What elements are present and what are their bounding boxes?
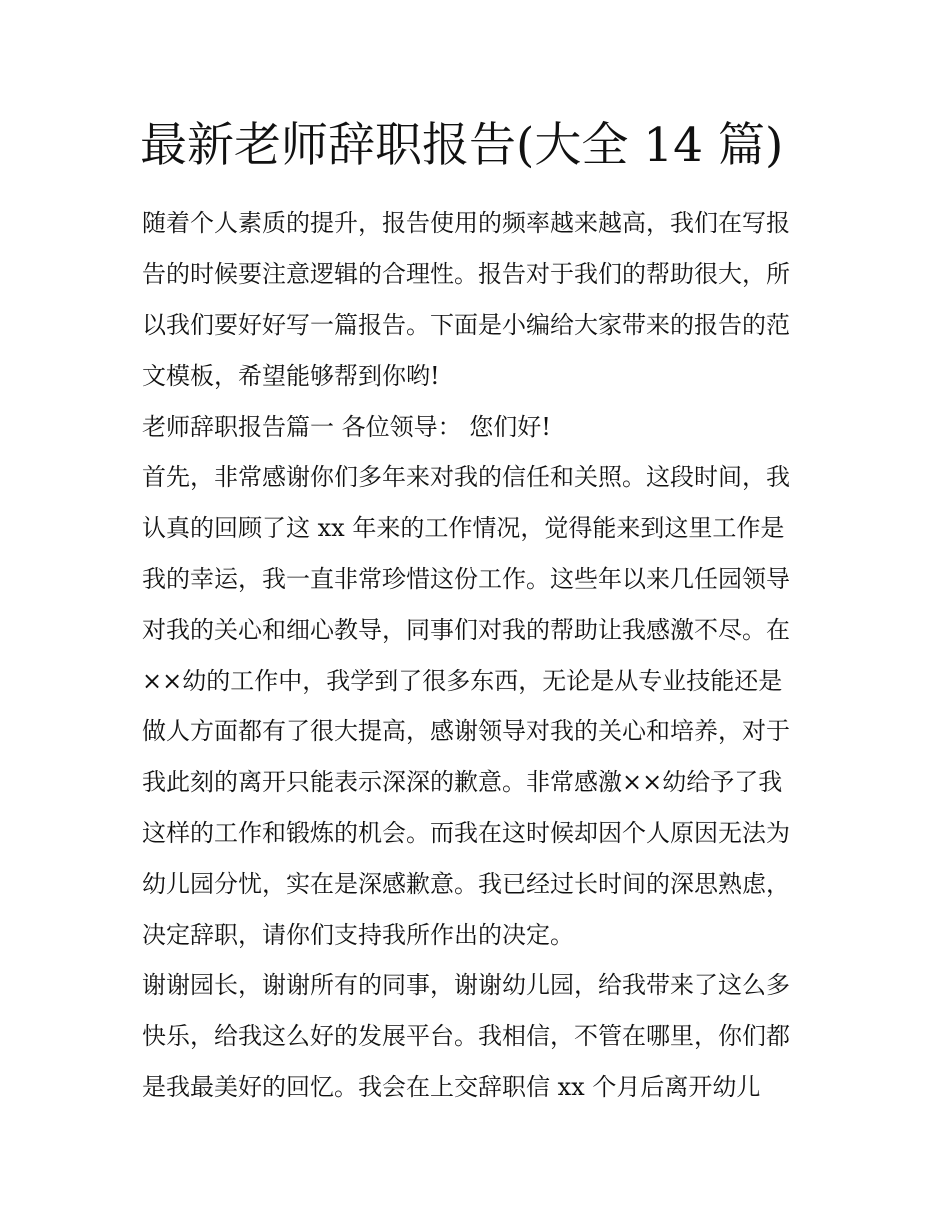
document-title: 最新老师辞职报告(大全 14 篇) [140,118,784,173]
text-line-8: 我的幸运，我一直非常珍惜这份工作。这些年以来几任园领导 [142,565,790,593]
text-line-17: 快乐，给我这么好的发展平台。我相信，不管在哪里，你们都 [142,1022,790,1050]
text-line-18: 是我最美好的回忆。我会在上交辞职信 xx 个月后离开幼儿 [142,1073,761,1101]
text-line-15: 决定辞职，请你们支持我所作出的决定。 [142,921,574,949]
text-line-13: 这样的工作和锻炼的机会。而我在这时候却因个人原因无法为 [142,819,790,847]
text-line-12: 我此刻的离开只能表示深深的歉意。非常感激××幼给予了我 [142,768,783,796]
text-line-7: 认真的回顾了这 xx 年来的工作情况，觉得能来到这里工作是 [142,514,785,542]
text-line-14: 幼儿园分忧，实在是深感歉意。我已经过长时间的深思熟虑， [142,870,790,898]
text-line-9: 对我的关心和细心教导，同事们对我的帮助让我感激不尽。在 [142,616,790,644]
text-line-3: 以我们要好好写一篇报告。下面是小编给大家带来的报告的范 [142,311,790,339]
text-line-4: 文模板，希望能够帮到你哟! [142,362,440,390]
text-line-5: 老师辞职报告篇一 各位领导： 您们好! [142,413,551,441]
text-line-11: 做人方面都有了很大提高，感谢领导对我的关心和培养，对于 [142,717,790,745]
text-line-6: 首先，非常感谢你们多年来对我的信任和关照。这段时间，我 [142,463,790,491]
text-line-16: 谢谢园长，谢谢所有的同事，谢谢幼儿园，给我带来了这么多 [142,971,790,999]
text-line-2: 告的时候要注意逻辑的合理性。报告对于我们的帮助很大，所 [142,260,790,288]
text-line-10: ××幼的工作中，我学到了很多东西，无论是从专业技能还是 [142,667,783,695]
text-line-1: 随着个人素质的提升，报告使用的频率越来越高，我们在写报 [142,209,790,237]
